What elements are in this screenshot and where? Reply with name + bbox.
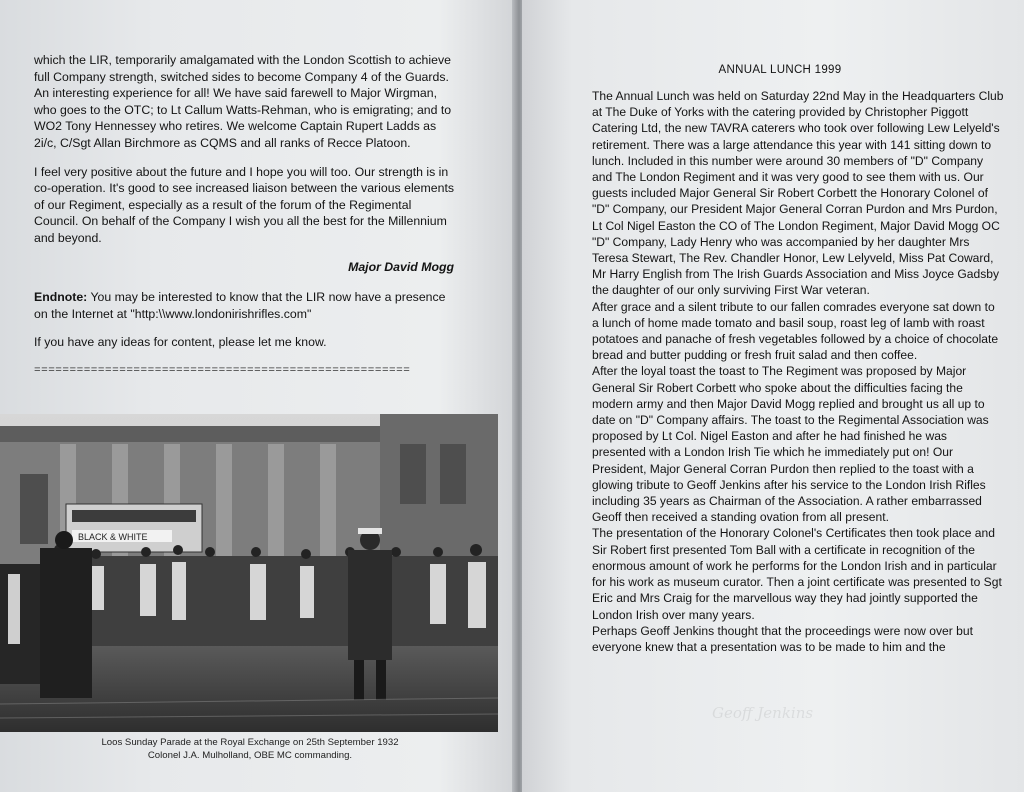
- photo-caption: [40, 736, 460, 762]
- article-paragraph-3: After the loyal toast the toast to The Regiment was proposed by Major General Sir Robert Corbett who spoke about the difficulties facing the modern army and then Major David Mogg replied and brought us all up to date on "D" Company affairs. The toast to the Regimental Association was proposed by Lt Col. Nigel Easton and after he had finished he was presented with a London Irish Tie which he immediately put on! Our President, Major General Corran Purdon then replied to the toast with a glowing tribute to Geoff Jenkins after his service to the London Irish Rifles including 35 years as Chairman of the Association. A rather embarrassed Geoff then received a standing ovation from all present.: [592, 364, 989, 525]
- caption-line-2: Colonel J.A. Mulholland, OBE MC commanding.: [147, 750, 353, 761]
- endnote-label: Endnote:: [34, 290, 88, 305]
- caption-line-1: Loos Sunday Parade at the Royal Exchange on 25th September 1932: [101, 737, 399, 748]
- divider-line: =====================================================: [34, 364, 411, 377]
- article-title: ANNUAL LUNCH 1999: [718, 64, 842, 76]
- article-body: [592, 88, 1004, 655]
- ideas-line: If you have any ideas for content, please let me know.: [34, 335, 327, 350]
- article-paragraph-4: The presentation of the Honorary Colonel's Certificates then took place and Sir Robert first presented Tom Ball with a certificate in recognition of the enormous amount of work he performs for the London Irish and in particular for his work as museum curator. Then a joint certificate was presented to Sgt Eric and Mrs Craig for the marvellous way they had jointly supported the London Irish over many years.: [592, 526, 1002, 622]
- left-page-text: [34, 52, 454, 380]
- parade-photo: [0, 414, 498, 732]
- faint-signature-showthrough: Geoff Jenkins: [712, 704, 814, 722]
- bus-sign-text: BLACK & WHITE: [78, 532, 148, 542]
- left-paragraph-2: I feel very positive about the future and I hope you will too. Our strength is in co-operation. It's good to see increased liaison between the various elements of our Regiment, especially as a result of the forum of the Regimental Council. On behalf of the Company I wish you all the best for the Millennium and beyond.: [34, 164, 455, 245]
- article-paragraph-1: The Annual Lunch was held on Saturday 22nd May in the Headquarters Club at The Duke of Yorks with the catering provided by Christopher Piggott Catering Ltd, the new TAVRA caterers who took over following Lew Lelyeld's retirement. There was a large attendance this year with 141 sitting down to lunch. Included in this number were around 30 members of "D" Company and The London Regiment and it was very good to see them with us. Our guests included Major General Sir Robert Corbett the Honorary Colonel of "D" Company, our President Major General Corran Purdon and Mrs Purdon, Lt Col Nigel Easton the CO of The London Regiment, Major David Mogg OC "D" Company, Lady Henry who was accompanied by her daughter Mrs Teresa Stewart, The Rev. Chandler Honor, Lew Lelyveld, Miss Pat Coward, Mr Harry English from The Irish Guards Association and Miss Joyce Gadsby the daughter of our only surviving First War veteran.: [592, 89, 1004, 298]
- signature: Major David Mogg: [348, 259, 454, 274]
- article-paragraph-2: After grace and a silent tribute to our fallen comrades everyone sat down to a lunch of home made tomato and basil soup, roast leg of lamb with roast potatoes and panache of fresh vegetables followed by a choice of chocolate bread and butter pudding or fresh fruit salad and then coffee.: [592, 299, 999, 363]
- endnote: [34, 289, 454, 322]
- endnote-text: You may be interested to know that the LIR now have a presence on the Internet at "http:\\www.londonirishrifles.com": [34, 290, 446, 321]
- left-paragraph-1: which the LIR, temporarily amalgamated with the London Scottish to achieve full Company strength, switched sides to become Company 4 of the Guards. An interesting experience for all! We have said farewell to Major Wirgman, who goes to the OTC; to Lt Callum Watts-Rehman, who is emigrating; and to WO2 Tony Hennessey who retires. We welcome Captain Rupert Ladds as 2i/c, C/Sgt Allan Birchmore as CQMS and all ranks of Recce Platoon.: [34, 53, 452, 150]
- article-paragraph-5: Perhaps Geoff Jenkins thought that the proceedings were now over but everyone knew that a presentation was to be made to him and the: [592, 623, 973, 654]
